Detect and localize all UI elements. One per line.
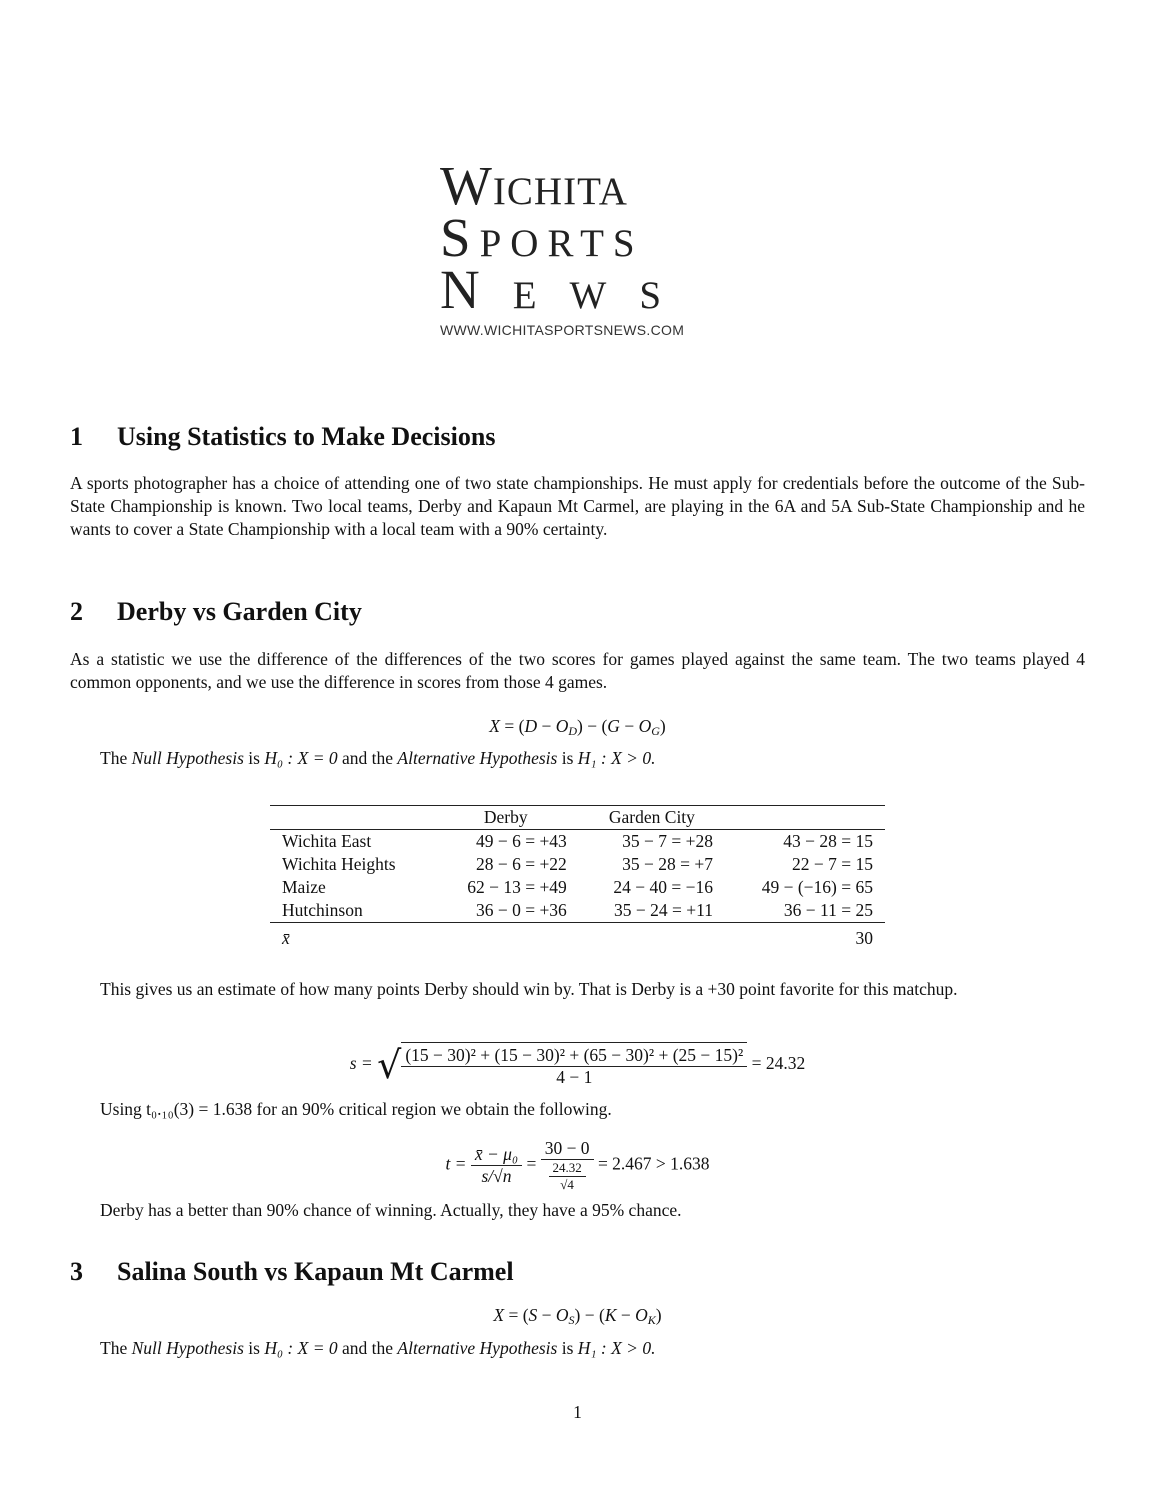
table-row: Wichita Heights 28 − 6 = +22 35 − 28 = +7 22 − 7 = 15 <box>282 854 873 874</box>
alternative-hypothesis-label: Alternative Hypothesis <box>397 748 558 768</box>
column-header-garden-city: Garden City <box>579 806 725 830</box>
formula-x-derby: $X = (D - O_D) - (G - O_G)$ <box>489 716 666 738</box>
wichita-sports-news-logo <box>440 155 720 338</box>
null-hypothesis-label: Null Hypothesis <box>131 748 244 768</box>
conclusion-line: Derby has a better than 90% chance of winning. Actually, they have a 95% chance. <box>100 1200 682 1220</box>
section-heading-2 <box>70 597 362 627</box>
section-heading-3 <box>70 1257 514 1287</box>
table-row: Wichita East 49 − 6 = +43 35 − 7 = +28 43 − 28 = 15 <box>282 831 873 851</box>
section-number: 2 <box>70 597 83 626</box>
section-number: 1 <box>70 422 83 451</box>
t-statistic-formula: t = $\frac{\text{x̄ − μ₀}}{s/√n}$ = $\frac{30 - 0}{\frac{24.32}{√4}}$ = 2.467 > 1.638 <box>445 1138 710 1192</box>
section-title: Derby vs Garden City <box>117 597 362 626</box>
scores-table <box>270 805 885 950</box>
section-title: Salina South vs Kapaun Mt Carmel <box>117 1257 514 1286</box>
column-header-derby: Derby <box>433 806 579 830</box>
logo-line-3: News <box>440 259 695 320</box>
logo-line-1: Wichita <box>440 155 628 216</box>
section-heading-1 <box>70 422 495 452</box>
mean-label: x̄ <box>282 928 290 948</box>
section2-paragraph: As a statistic we use the difference of the differences of the two scores for games played against the same team. The two teams played 4 common opponents, and we use the difference in scores from those 4 games. <box>70 649 1085 692</box>
critical-region-line: Using t₀.₁₀(3) = 1.638 for an 90% critical region we obtain the following. <box>100 1099 612 1119</box>
table-row: Maize 62 − 13 = +49 24 − 40 = −16 49 − (−16) = 65 <box>282 877 873 897</box>
intro-paragraph: A sports photographer has a choice of attending one of two state championships. He must apply for credentials before the outcome of the Sub-State Championship is known. Two local teams, Derby and Kapaun Mt Carmel, are playing in the 6A and 5A Sub-State Championship and he wants to cover a State Championship with a local team with a 90% certainty. <box>70 473 1085 539</box>
hypothesis-line-derby: The Null Hypothesis is H₀ : X = 0 and the Alternative Hypothesis is H₁ : X > 0. <box>100 748 656 768</box>
table-footer-row <box>270 923 885 951</box>
section-title: Using Statistics to Make Decisions <box>117 422 496 451</box>
std-dev-formula: s = √ $\frac{\text{(15 − 30)² + (15 − 30)² + (65 − 30)² + (25 − 15)²}}{4 - 1}$ = 24.32 <box>349 1043 806 1087</box>
mean-value: 30 <box>855 928 873 948</box>
hypothesis-line-kapaun: The Null Hypothesis is H₀ : X = 0 and the Alternative Hypothesis is H₁ : X > 0. <box>100 1338 656 1358</box>
logo-line-2: Sports <box>440 207 644 268</box>
logo-url: WWW.WICHITASPORTSNEWS.COM <box>440 322 685 338</box>
table-header-row <box>270 806 885 830</box>
page-number: 1 <box>573 1402 582 1422</box>
formula-x-kapaun: $X = (S - O_S) - (K - O_K)$ <box>493 1305 662 1327</box>
estimate-paragraph: This gives us an estimate of how many points Derby should win by. That is Derby is a +30 point favorite for this matchup. <box>100 979 958 999</box>
table-row: Hutchinson 36 − 0 = +36 35 − 24 = +11 36 − 11 = 25 <box>270 899 885 923</box>
section-number: 3 <box>70 1257 83 1286</box>
